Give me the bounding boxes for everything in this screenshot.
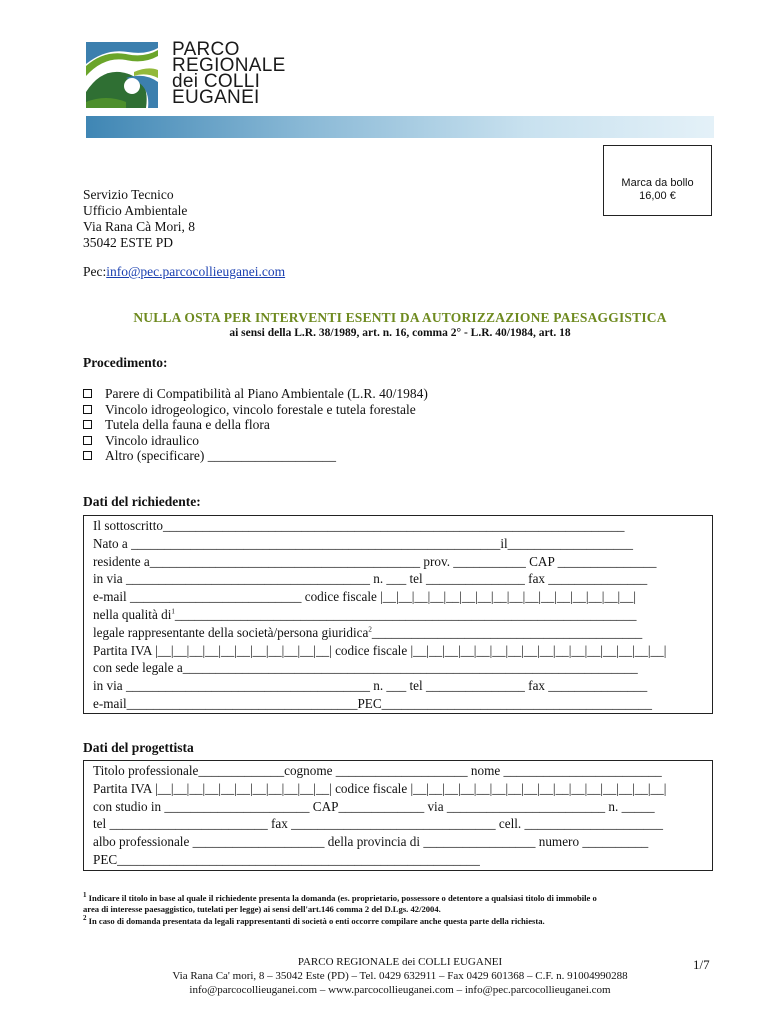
logo-line: REGIONALE bbox=[172, 55, 286, 76]
option-label: Parere di Compatibilità al Piano Ambientale (L.R. 40/1984) bbox=[105, 386, 428, 401]
option-label: Altro (specificare) ___________________ bbox=[105, 448, 336, 463]
document-subtitle: ai sensi della L.R. 38/1989, art. n. 16, comma 2° - L.R. 40/1984, art. 18 bbox=[229, 327, 571, 339]
qualita-label: nella qualità di bbox=[93, 606, 172, 622]
form-line-sede[interactable]: con sede legale a_____________________________________________________________________ bbox=[93, 660, 638, 676]
pec-line bbox=[83, 264, 285, 280]
form-line-legale[interactable] bbox=[93, 624, 703, 642]
checkbox[interactable] bbox=[83, 451, 92, 460]
procedimento-option[interactable] bbox=[83, 433, 428, 449]
progettista-heading: Dati del progettista bbox=[83, 740, 194, 755]
address-line: 35042 ESTE PD bbox=[83, 235, 174, 250]
progettista-form bbox=[83, 760, 713, 871]
form-line-email-pec[interactable]: e-mail___________________________________PEC_________________________________________ bbox=[93, 695, 652, 711]
logo-line: EUGANEI bbox=[172, 87, 260, 108]
footer-contacts: info@parcocollieuganei.com – www.parcocollieuganei.com – info@pec.parcocollieuganei.com bbox=[189, 984, 611, 996]
checkbox[interactable] bbox=[83, 436, 92, 445]
footnote-number: 2 bbox=[83, 914, 87, 923]
footnote-1 bbox=[83, 893, 723, 915]
richiedente-form bbox=[83, 515, 713, 714]
form-line-piva[interactable]: Partita IVA |__|__|__|__|__|__|__|__|__|__|__| codice fiscale |__|__|__|__|__|__|__|__|__|__|__|__|__|__|__|__| bbox=[93, 642, 667, 658]
checkbox[interactable] bbox=[83, 405, 92, 414]
footnote-ref: 2 bbox=[368, 625, 372, 634]
stamp-amount: 16,00 € bbox=[639, 190, 676, 202]
footnote-text: Indicare il titolo in base al quale il richiedente presenta la domanda (es. proprietario, possessore o detentore a qualsiasi titolo di immobile o bbox=[88, 893, 597, 903]
form-line-titolo[interactable]: Titolo professionale_____________cognome ____________________ nome ________________________ bbox=[93, 763, 662, 778]
form-line-via-sede[interactable]: in via _____________________________________ n. ___ tel _______________ fax _______________ bbox=[93, 678, 648, 694]
procedimento-option[interactable] bbox=[83, 402, 428, 418]
footer-address: Via Rana Ca' mori, 8 – 35042 Este (PD) – Tel. 0429 632911 – Fax 0429 601368 – C.F. n. 91004990288 bbox=[172, 970, 628, 982]
logo-line: dei COLLI bbox=[172, 71, 261, 92]
option-label: Tutela della fauna e della flora bbox=[105, 417, 270, 432]
footnote-text: In caso di domanda presentata da legali rappresentanti di società o enti occorre compilare anche questa parte della richiesta. bbox=[88, 916, 545, 926]
procedimento-heading: Procedimento: bbox=[83, 355, 168, 370]
address-line: Via Rana Cà Mori, 8 bbox=[83, 219, 196, 234]
logo-line: PARCO bbox=[172, 39, 240, 60]
hills-emblem-icon bbox=[86, 42, 158, 108]
header-gradient-band bbox=[86, 116, 714, 138]
form-line-via[interactable]: in via _____________________________________ n. ___ tel _______________ fax _______________ bbox=[93, 571, 648, 587]
revenue-stamp-box bbox=[603, 145, 712, 216]
form-line-piva[interactable]: Partita IVA |__|__|__|__|__|__|__|__|__|__|__| codice fiscale |__|__|__|__|__|__|__|__|__|__|__|__|__|__|__|__| bbox=[93, 780, 667, 796]
recipient-address bbox=[83, 187, 195, 251]
footer-org-name: PARCO REGIONALE dei COLLI EUGANEI bbox=[297, 956, 503, 968]
legale-label: legale rappresentante della società/persona giuridica bbox=[93, 624, 369, 640]
option-label: Vincolo idraulico bbox=[105, 432, 200, 448]
form-line-pec[interactable]: PEC_______________________________________________________ bbox=[93, 851, 480, 867]
legale-blank: _________________________________________ bbox=[371, 624, 643, 640]
qualita-blank: ______________________________________________________________________ bbox=[174, 606, 637, 622]
procedimento-option[interactable] bbox=[83, 417, 428, 433]
park-logo bbox=[86, 42, 158, 108]
procedimento-option[interactable] bbox=[83, 448, 428, 464]
form-line-albo[interactable]: albo professionale ____________________ della provincia di _________________ numero __________ bbox=[93, 834, 649, 850]
form-line-tel[interactable]: tel ________________________ fax _______________________________ cell. _____________________ bbox=[93, 816, 663, 832]
footnote-number: 1 bbox=[83, 891, 87, 900]
address-line: Servizio Tecnico bbox=[83, 187, 174, 202]
procedimento-list bbox=[83, 386, 428, 464]
page-number: 1/7 bbox=[693, 957, 710, 972]
procedimento-option[interactable] bbox=[83, 386, 428, 402]
form-line-studio[interactable]: con studio in ______________________ CAP_____________ via ________________________ n. _____ bbox=[93, 798, 655, 814]
pec-label: Pec: bbox=[83, 264, 107, 279]
park-logo-text bbox=[172, 39, 286, 108]
form-line-residente[interactable]: residente a_________________________________________ prov. ___________ CAP _______________ bbox=[93, 553, 657, 569]
stamp-label: Marca da bollo bbox=[621, 177, 694, 189]
checkbox[interactable] bbox=[83, 389, 92, 398]
option-label: Vincolo idrogeologico, vincolo forestale e tutela forestale bbox=[105, 401, 416, 417]
address-line: Ufficio Ambientale bbox=[83, 203, 188, 218]
checkbox[interactable] bbox=[83, 420, 92, 429]
footnote-text: area di interesse paesaggistico, tutelati per legge) ai sensi dell'art.146 comma 2 del D.Lgs. 42/2004. bbox=[83, 904, 441, 914]
form-line-qualita[interactable] bbox=[93, 606, 703, 624]
footnote-2 bbox=[83, 916, 723, 927]
form-line-sottoscritto[interactable]: Il sottoscritto______________________________________________________________________ bbox=[93, 518, 625, 533]
document-title: NULLA OSTA PER INTERVENTI ESENTI DA AUTORIZZAZIONE PAESAGGISTICA bbox=[133, 310, 667, 325]
form-line-email-cf[interactable]: e-mail __________________________ codice fiscale |__|__|__|__|__|__|__|__|__|__|__|__|__|__|__|__| bbox=[93, 589, 637, 605]
richiedente-heading: Dati del richiedente: bbox=[83, 494, 201, 509]
footnote-ref: 1 bbox=[171, 607, 175, 616]
form-line-nato[interactable]: Nato a ________________________________________________________il___________________ bbox=[93, 535, 633, 551]
pec-email-link[interactable]: info@pec.parcocollieuganei.com bbox=[106, 264, 286, 279]
